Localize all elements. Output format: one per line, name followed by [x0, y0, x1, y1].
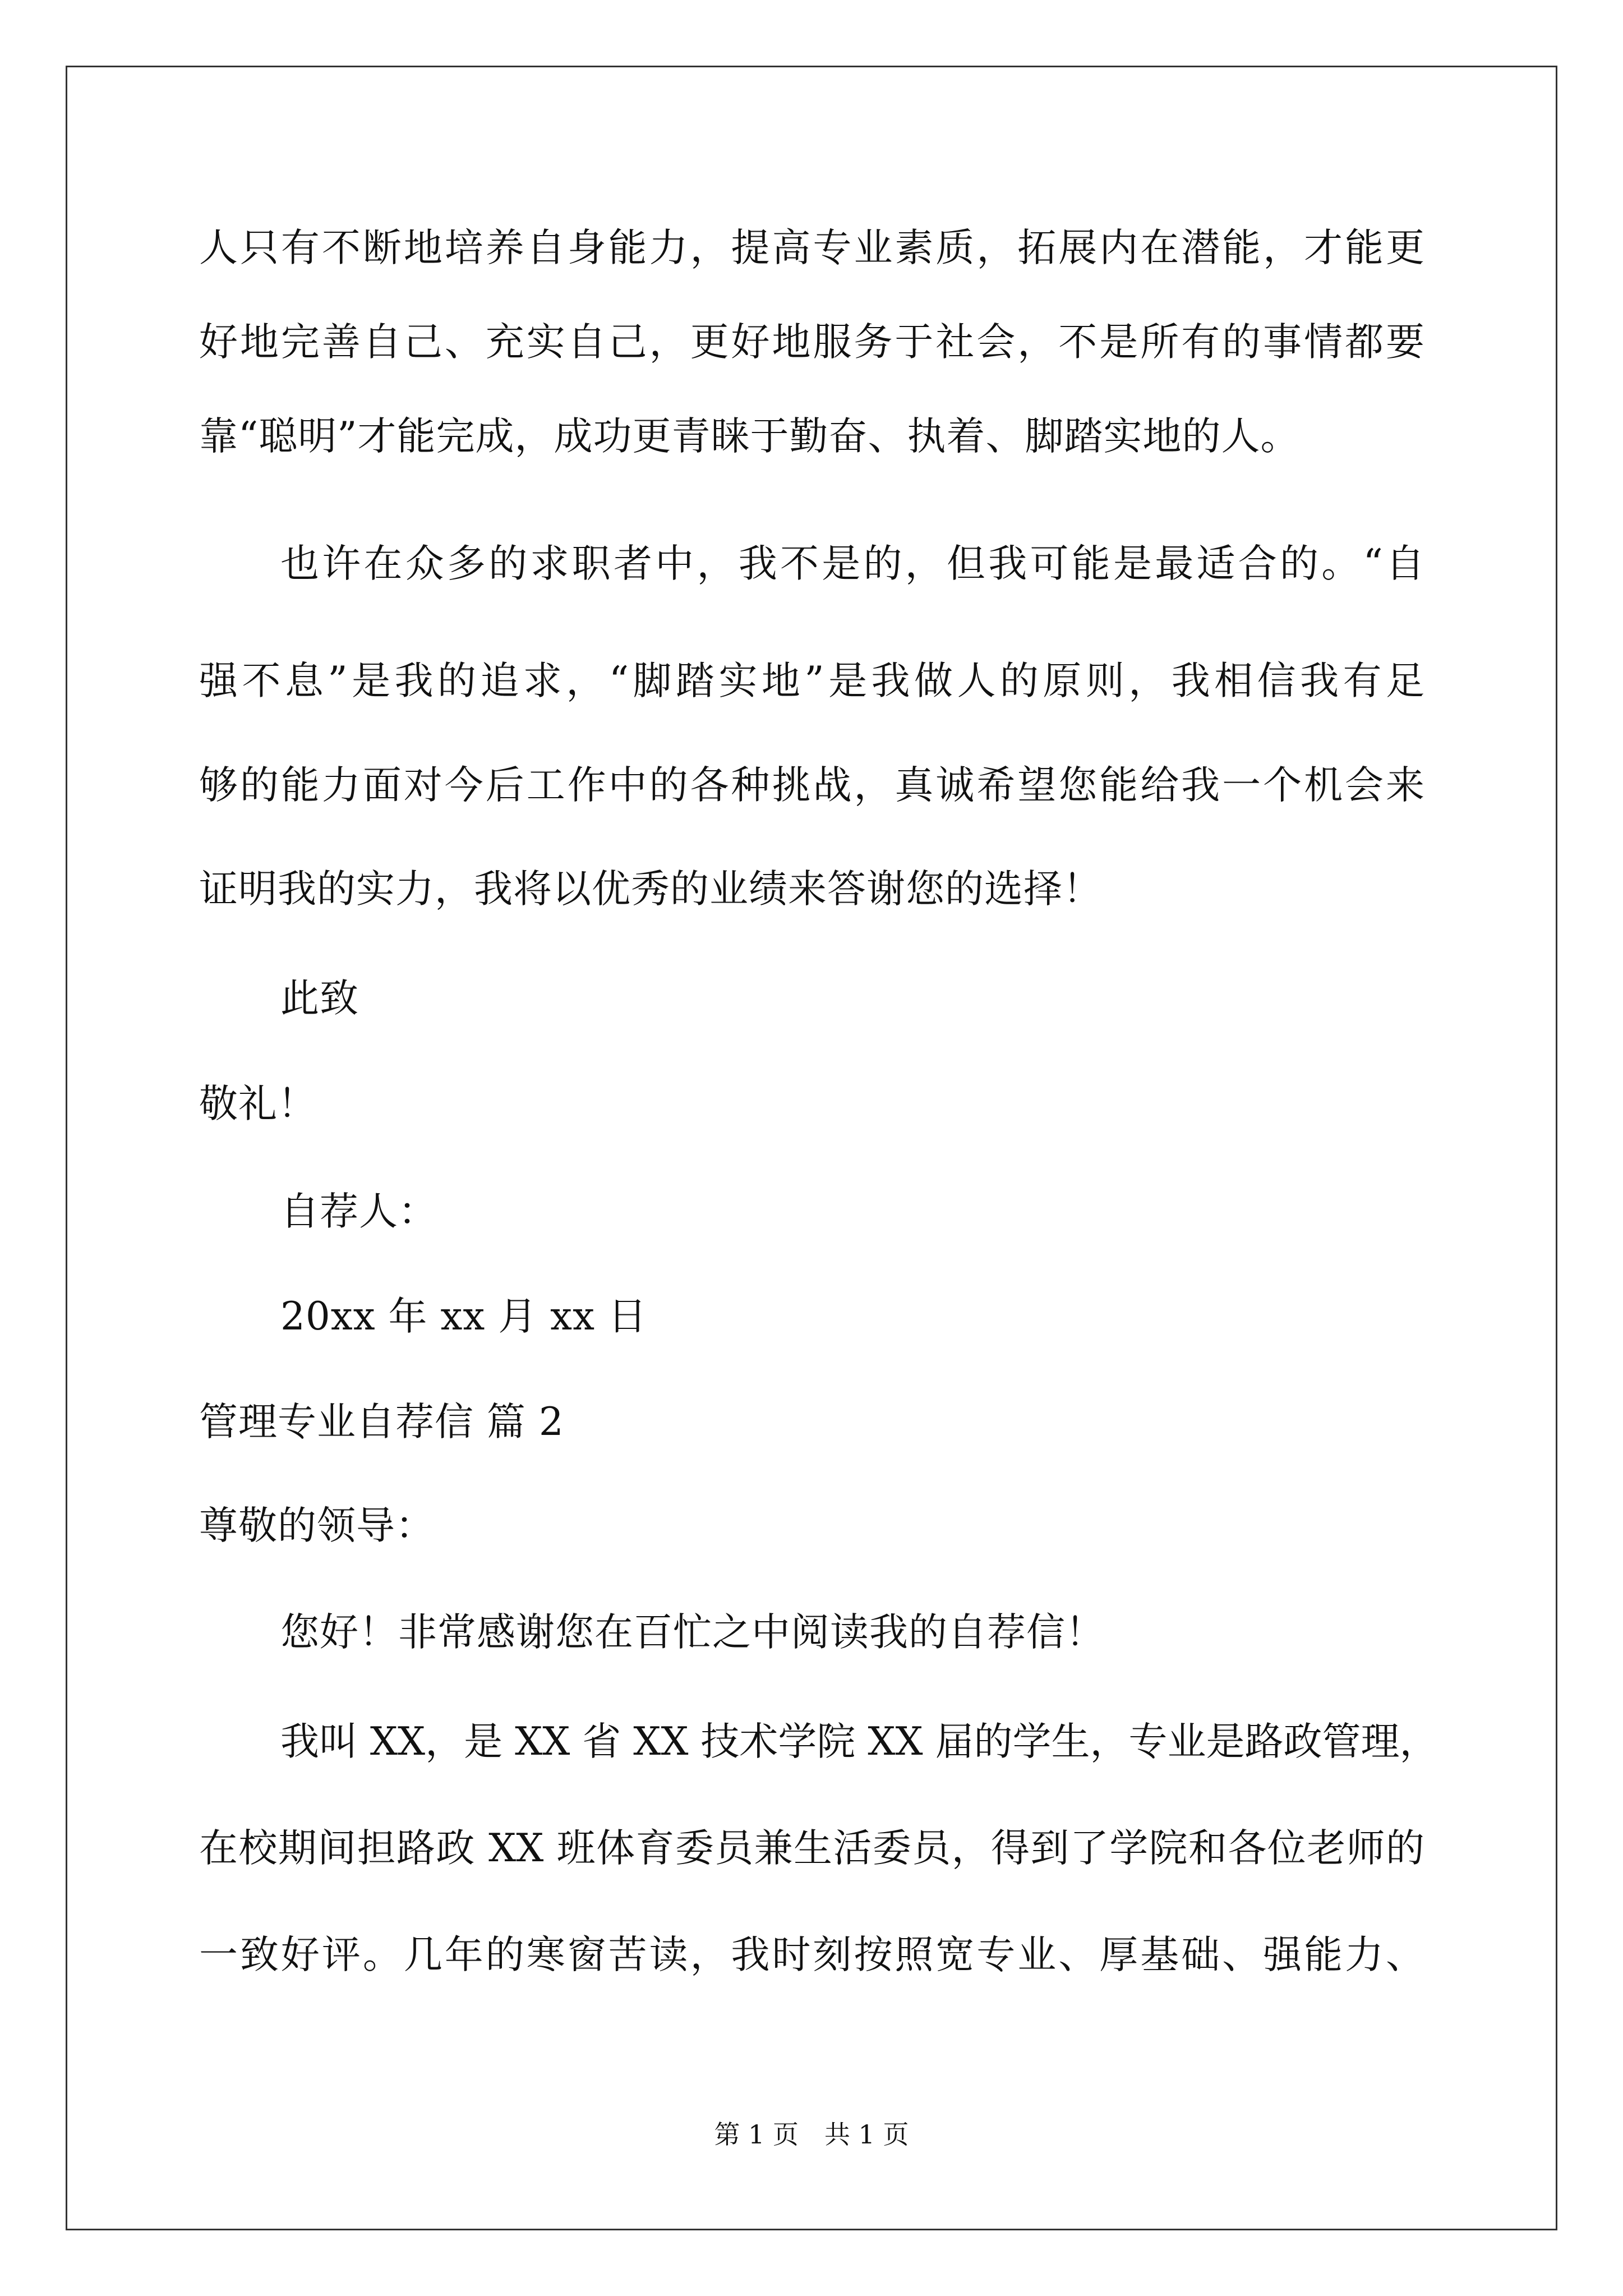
- paragraph-line: 强不息”是我的追求，“脚踏实地”是我做人的原则，我相信我有足: [199, 659, 1424, 703]
- paragraph-line: 好地完善自己、充实自己，更好地服务于社会，不是所有的事情都要: [199, 320, 1424, 365]
- page-border: [66, 66, 1557, 2230]
- date-text: 20xx 年 xx 月 xx 日: [280, 1294, 647, 1339]
- signer-label: 自荐人：: [280, 1189, 437, 1234]
- paragraph-line: 也许在众多的求职者中，我不是的，但我可能是最适合的。“自: [280, 541, 1424, 586]
- paragraph-line: 人只有不断地培养自身能力，提高专业素质，拓展内在潜能，才能更: [199, 226, 1424, 270]
- closing-text: 此致: [280, 976, 359, 1021]
- salute-text: 敬礼！: [199, 1082, 317, 1126]
- paragraph-line: 一致好评。几年的寒窗苦读，我时刻按照宽专业、厚基础、强能力、: [199, 1932, 1424, 1977]
- section-title: 管理专业自荐信 篇 2: [199, 1400, 564, 1444]
- opening-text: 您好！非常感谢您在百忙之中阅读我的自荐信！: [280, 1610, 1105, 1655]
- paragraph-line: 够的能力面对今后工作中的各种挑战，真诚希望您能给我一个机会来: [199, 763, 1424, 808]
- paragraph-line: 我叫 XX，是 XX 省 XX 技术学院 XX 届的学生，专业是路政管理，: [280, 1719, 1438, 1764]
- paragraph-line: 在校期间担路政 XX 班体育委员兼生活委员，得到了学院和各位老师的: [199, 1826, 1424, 1871]
- page-footer: 第 1 页 共 1 页: [714, 2119, 909, 2150]
- paragraph-line: 证明我的实力，我将以优秀的业绩来答谢您的选择！: [199, 867, 1102, 912]
- greeting-text: 尊敬的领导：: [199, 1503, 435, 1548]
- paragraph-line: 靠“聪明”才能完成，成功更青睐于勤奋、执着、脚踏实地的人。: [199, 414, 1300, 459]
